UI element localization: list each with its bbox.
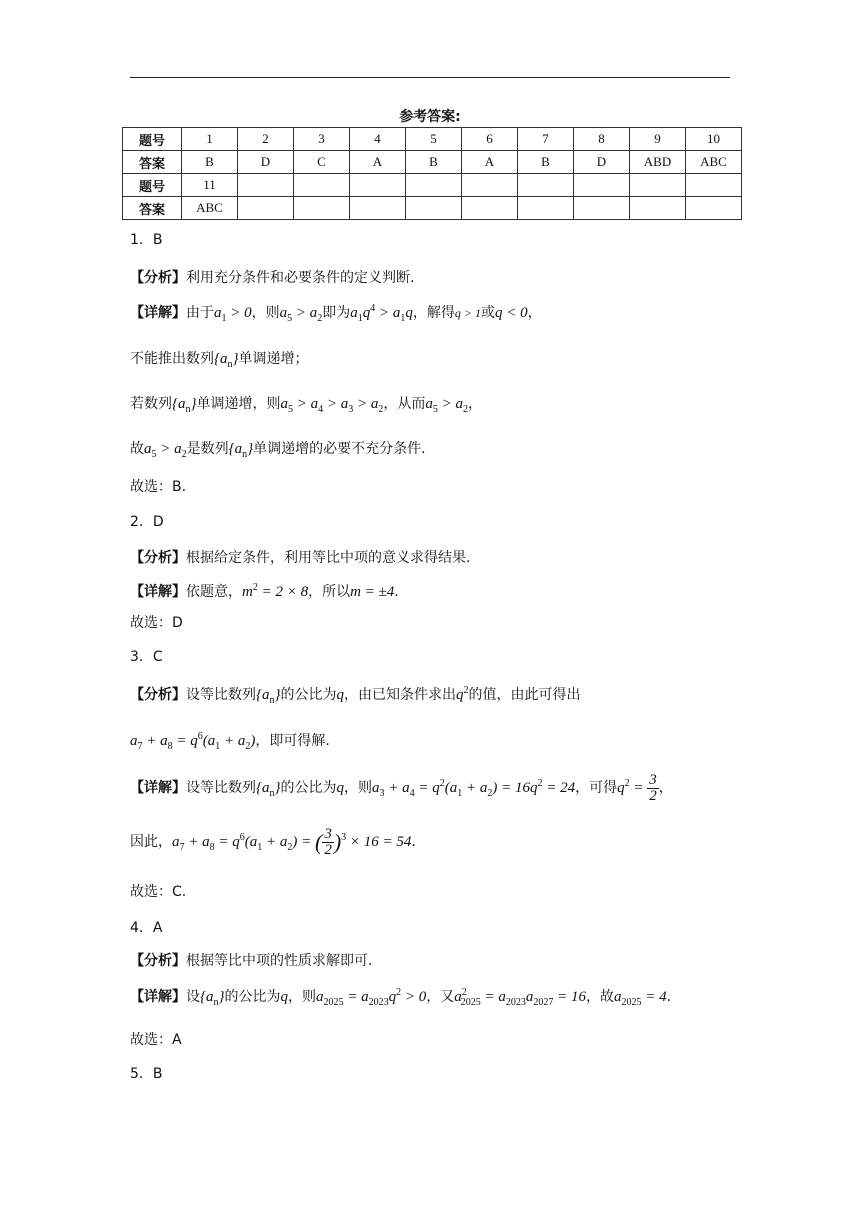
table-header-cell: 题号 — [123, 128, 182, 151]
table-row — [123, 128, 742, 151]
q1-heading: 1．B — [130, 232, 163, 248]
text-run: ，又 — [426, 989, 455, 1005]
table-cell: A — [462, 151, 518, 174]
table-cell — [238, 174, 294, 197]
table-cell — [630, 197, 686, 220]
text-run: ，则 — [251, 305, 280, 321]
table-cell: 10 — [686, 128, 742, 151]
q1-conclusion: 故选：B. — [130, 479, 187, 495]
math-expr: $a_{2025} = a_{2023}q^2 > 0$ — [316, 987, 427, 1008]
text-run: ，解得 — [412, 305, 455, 321]
math-expr: $q^2$ — [456, 685, 469, 703]
answer-table — [122, 127, 742, 220]
q3-detail-line-2 — [130, 827, 416, 858]
page-title: 参考答案: — [399, 109, 461, 125]
q3-conclusion: 故选：C. — [130, 884, 187, 900]
table-cell: 4 — [350, 128, 406, 151]
math-expr: $q^2$ = $\frac{3}{2}$ — [617, 772, 657, 804]
analysis-text: 根据给定条件，利用等比中项的意义求得结果. — [186, 550, 471, 566]
table-cell — [518, 174, 574, 197]
table-header-cell: 答案 — [123, 197, 182, 220]
math-expr: $\{a_n\}$ — [256, 687, 281, 706]
q3-analysis-line-2 — [130, 730, 330, 752]
table-cell: 11 — [182, 174, 238, 197]
table-row — [123, 151, 742, 174]
math-expr: $m^2 = 2 \times 8$ — [242, 582, 309, 600]
text-run: 单调递增，则 — [196, 396, 281, 412]
analysis-tag: 【分析】 — [130, 550, 186, 566]
table-cell — [294, 197, 350, 220]
q5-heading: 5．B — [130, 1066, 163, 1082]
math-expr: $a_5 > a_2$ — [279, 305, 323, 324]
table-cell: 8 — [574, 128, 630, 151]
analysis-tag: 【分析】 — [130, 270, 186, 286]
table-cell — [574, 197, 630, 220]
q2-analysis — [130, 547, 470, 567]
text-run: ，所以 — [308, 584, 351, 600]
text-run: ，故 — [586, 989, 614, 1005]
math-expr: $a_7 + a_8 = q^6(a_1 + a_2)$ — [130, 731, 256, 752]
text-run: 故 — [130, 441, 144, 457]
table-cell: B — [182, 151, 238, 174]
math-expr: $a_5 > a_2$ — [144, 441, 187, 460]
analysis-tag: 【分析】 — [130, 687, 186, 703]
detail-tag: 【详解】 — [130, 989, 186, 1005]
table-cell — [686, 197, 742, 220]
text-run: 设等比数列 — [186, 687, 256, 703]
table-cell — [462, 197, 518, 220]
math-expr: m = ±4 — [350, 584, 395, 600]
table-cell — [574, 174, 630, 197]
table-cell: ABD — [630, 151, 686, 174]
math-expr: $a^2_{2025} = a_{2023}a_{2027} = 16$ — [454, 987, 586, 1008]
text-run: ，由已知条件求出 — [344, 687, 456, 703]
q3-detail-line-1 — [130, 773, 673, 804]
text-run: 的值，由此可得出 — [468, 687, 581, 703]
text-run: ，则 — [344, 779, 372, 796]
table-cell — [686, 174, 742, 197]
table-cell — [630, 174, 686, 197]
table-cell: B — [518, 151, 574, 174]
math-expr: q — [336, 687, 344, 703]
table-cell — [462, 174, 518, 197]
table-cell: 1 — [182, 128, 238, 151]
math-expr: $a_5 > a_4 > a_3 > a_2$ — [280, 396, 384, 415]
table-cell: A — [350, 151, 406, 174]
text-run: 因此， — [130, 833, 172, 850]
detail-tag: 【详解】 — [130, 779, 186, 796]
q4-detail — [130, 986, 671, 1008]
text-run: 由于 — [186, 305, 214, 321]
q2-heading: 2．D — [130, 514, 164, 530]
text-run: 的公比为 — [280, 687, 337, 703]
text-run: 依题意， — [186, 584, 242, 600]
math-expr: q — [336, 779, 344, 796]
text-run: . — [666, 989, 672, 1005]
text-run: 不能推出数列 — [130, 351, 214, 367]
text-run: 即为 — [322, 305, 351, 321]
q4-conclusion: 故选：A — [130, 1032, 182, 1048]
detail-tag: 【详解】 — [130, 584, 186, 600]
table-cell: D — [574, 151, 630, 174]
header-rule — [130, 77, 730, 78]
table-cell: 9 — [630, 128, 686, 151]
q4-analysis — [130, 950, 372, 970]
table-row — [123, 197, 742, 220]
text-run: ，则 — [288, 989, 316, 1005]
table-cell: ABC — [686, 151, 742, 174]
text-run: ， — [527, 305, 542, 321]
text-run: 设 — [186, 989, 200, 1005]
math-expr: $a_1 > 0$ — [214, 305, 252, 324]
text-run: 单调递增； — [238, 351, 309, 367]
math-expr: $\{a_n\}$ — [214, 351, 239, 370]
table-cell: 7 — [518, 128, 574, 151]
q3-heading: 3．C — [130, 649, 163, 665]
table-cell: 3 — [294, 128, 350, 151]
table-cell: C — [294, 151, 350, 174]
text-run: 设等比数列 — [186, 779, 256, 796]
text-run: ，可得 — [575, 779, 618, 796]
q1-analysis — [130, 267, 414, 287]
table-cell: 6 — [462, 128, 518, 151]
math-expr: $a_3 + a_4 = q^2(a_1 + a_2) = 16q^2 = 24$ — [372, 777, 576, 799]
math-expr: $a_{2025} = 4$ — [614, 989, 667, 1008]
table-cell: B — [406, 151, 462, 174]
text-run: 或 — [480, 305, 495, 321]
detail-tag: 【详解】 — [130, 305, 186, 321]
table-cell — [406, 174, 462, 197]
table-cell — [238, 197, 294, 220]
text-run: 单调递增的必要不充分条件. — [253, 441, 426, 457]
text-run: . — [411, 833, 416, 850]
table-cell — [518, 197, 574, 220]
table-cell — [350, 174, 406, 197]
math-expr: $\{a_n\}$ — [256, 779, 281, 799]
text-run: . — [394, 584, 399, 600]
table-cell: D — [238, 151, 294, 174]
q1-detail-line-3 — [130, 393, 482, 415]
math-expr: q > 1 — [454, 306, 481, 320]
table-row — [123, 174, 742, 197]
text-run: 是数列 — [186, 441, 229, 457]
table-cell: 5 — [406, 128, 462, 151]
text-run: 若数列 — [130, 396, 172, 412]
text-run: ，从而 — [383, 396, 426, 412]
text-run: 的公比为 — [224, 989, 281, 1005]
math-expr: $a_7 + a_8 = q^6(a_1 + a_2)$ = ( $\frac{3}{2}$ )$^3$ × 16 = 54 — [172, 826, 412, 858]
analysis-text: 根据等比中项的性质求解即可. — [186, 953, 373, 969]
q1-detail-line-4 — [130, 438, 426, 460]
math-expr: $a_5 > a_2$ — [425, 396, 468, 415]
text-run: ， — [658, 779, 673, 796]
math-expr: q — [280, 989, 288, 1005]
q2-detail — [130, 581, 399, 601]
table-cell — [350, 197, 406, 220]
table-header-cell: 题号 — [123, 174, 182, 197]
table-cell: ABC — [182, 197, 238, 220]
q1-detail-line-1 — [130, 302, 542, 324]
table-cell — [406, 197, 462, 220]
table-header-cell: 答案 — [123, 151, 182, 174]
text-run: 的公比为 — [280, 779, 337, 796]
text-run: ， — [468, 396, 482, 412]
analysis-text: 利用充分条件和必要条件的定义判断. — [186, 270, 415, 286]
q1-detail-line-2 — [130, 348, 309, 370]
q4-heading: 4．A — [130, 920, 163, 936]
math-expr: $a_1q^4 > a_1q$ — [350, 303, 413, 324]
math-expr: q < 0 — [494, 305, 528, 321]
table-cell: 2 — [238, 128, 294, 151]
table-cell — [294, 174, 350, 197]
math-expr: $\{a_n\}$ — [228, 441, 254, 460]
q3-analysis — [130, 684, 581, 706]
analysis-tag: 【分析】 — [130, 953, 186, 969]
math-expr: $\{a_n\}$ — [200, 989, 225, 1008]
math-expr: $\{a_n\}$ — [172, 396, 197, 415]
q2-conclusion: 故选：D — [130, 615, 183, 631]
text-run: ，即可得解. — [255, 733, 330, 749]
